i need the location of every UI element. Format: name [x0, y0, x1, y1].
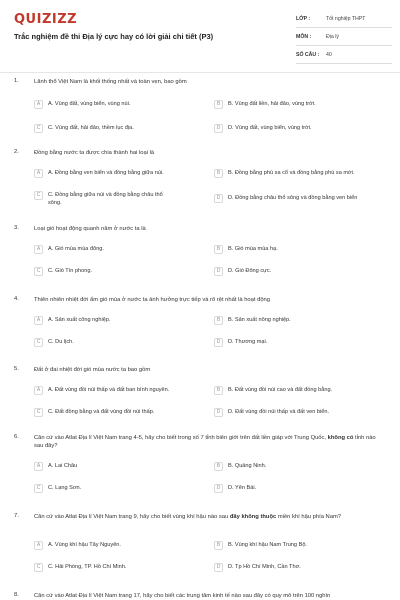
question-number: 8.	[14, 592, 19, 598]
question-number: 6.	[14, 434, 19, 440]
question-number: 5.	[14, 366, 19, 372]
question-text	[34, 434, 384, 450]
option-text: A. Vùng đất, vùng biển, vùng núi.	[48, 101, 131, 107]
option-c[interactable]	[34, 124, 189, 133]
option-text: A. Gió mùa mùa đông.	[48, 246, 104, 252]
option-letter-box: B	[214, 462, 223, 471]
option-letter-box: C	[34, 484, 43, 493]
option-b[interactable]	[214, 100, 389, 109]
question-text: Đất ở đai nhiệt đới gió mùa nước ta bao gồm	[34, 367, 151, 373]
option-c[interactable]	[34, 338, 189, 347]
header-divider	[0, 72, 400, 73]
meta-row-count	[296, 46, 392, 64]
option-letter-box: D	[214, 408, 223, 417]
option-text: C. Hải Phòng, TP. Hồ Chí Minh.	[48, 564, 127, 570]
question-text-part: tỉnh nào sau đây?	[34, 435, 376, 449]
option-letter-box: B	[214, 169, 223, 178]
option-letter-box: D	[214, 563, 223, 572]
option-b[interactable]	[214, 462, 389, 471]
option-d[interactable]	[214, 408, 389, 417]
question-text: Căn cứ vào Atlat Địa lí Việt Nam trang 17, hãy cho biết các trung tâm kinh tế nào sau đây có quy mô trên 100 nghìn	[34, 593, 331, 599]
question-text: Đồng bằng nước ta được chia thành hai loại là	[34, 150, 155, 156]
option-letter-box: A	[34, 245, 43, 254]
document-header	[0, 0, 400, 72]
question-text: Loại gió hoạt động quanh năm ở nước ta là	[34, 226, 146, 232]
quizizz-logo: QUIZIZZ	[14, 12, 78, 27]
option-text: B. Đất vùng đồi núi cao và đất đồng bằng.	[228, 387, 333, 393]
option-text: B. Quảng Ninh.	[228, 463, 267, 469]
option-letter-box: A	[34, 541, 43, 550]
option-text: A. Lai Châu	[48, 463, 78, 469]
option-letter-box: D	[214, 484, 223, 493]
meta-table	[296, 10, 392, 64]
option-letter-box: C	[34, 338, 43, 347]
meta-label: MÔN :	[296, 33, 312, 40]
option-text: C. Du lịch.	[48, 339, 74, 345]
option-letter-box: B	[214, 245, 223, 254]
option-text: B. Vùng đất liền, hải đảo, vùng trời.	[228, 101, 316, 107]
option-d[interactable]	[214, 194, 394, 203]
option-a[interactable]	[34, 169, 194, 178]
option-a[interactable]	[34, 245, 189, 254]
option-b[interactable]	[214, 169, 392, 178]
document-title: Trắc nghiệm đề thi Địa lý cực hay có lời giải chi tiết (P3)	[14, 32, 214, 41]
option-letter-box: D	[214, 194, 223, 203]
question-text	[34, 513, 384, 521]
option-letter-box: C	[34, 267, 43, 276]
option-text: C. Vùng đất, hải đảo, thềm lục địa.	[48, 125, 134, 131]
question-number: 4.	[14, 296, 19, 302]
option-text: B. Gió mùa mùa hạ.	[228, 246, 278, 252]
question-text-part: Căn cứ vào Atlat Địa lí Việt Nam trang 4-5, hãy cho biết trong số 7 tỉnh biên giới trên đất liền giáp với Trung Quốc,	[34, 435, 328, 441]
meta-label: SỐ CÂU :	[296, 51, 320, 58]
question-text: Lãnh thổ Việt Nam là khối thống nhất và toàn vẹn, bao gồm	[34, 79, 187, 85]
option-a[interactable]	[34, 100, 189, 109]
option-letter-box: C	[34, 191, 43, 200]
meta-row-subject	[296, 28, 392, 46]
question-number: 2.	[14, 149, 19, 155]
option-text: A. Đất vùng đồi núi thấp và đất ban bình nguyên.	[48, 387, 170, 393]
option-d[interactable]	[214, 338, 389, 347]
meta-label: LỚP :	[296, 15, 311, 22]
option-c[interactable]	[34, 191, 169, 207]
option-letter-box: C	[34, 124, 43, 133]
option-letter-box: B	[214, 386, 223, 395]
option-a[interactable]	[34, 316, 189, 325]
option-b[interactable]	[214, 245, 389, 254]
option-text: C. Đồng bằng giữa núi và đồng bằng châu thổ sông.	[48, 192, 163, 206]
option-a[interactable]	[34, 541, 189, 550]
option-a[interactable]	[34, 386, 209, 395]
question-text: Thiên nhiên nhiệt đới ẩm gió mùa ở nước ta ảnh hưởng trực tiếp và rõ rệt nhất là hoạt động	[34, 297, 270, 303]
option-letter-box: A	[34, 169, 43, 178]
meta-value: Địa lý	[326, 33, 339, 40]
option-c[interactable]	[34, 267, 189, 276]
option-c[interactable]	[34, 408, 209, 417]
option-a[interactable]	[34, 462, 189, 471]
question-number: 7.	[14, 513, 19, 519]
option-text: D. Tp Hồ Chí Minh, Cần Thơ.	[228, 564, 301, 570]
meta-value: 40	[326, 51, 332, 58]
option-letter-box: B	[214, 100, 223, 109]
option-letter-box: A	[34, 462, 43, 471]
option-text: A. Đồng bằng ven biển và đồng bằng giữa núi.	[48, 170, 164, 176]
option-text: A. Vùng khí hậu Tây Nguyên.	[48, 542, 121, 548]
question-text-part: Căn cứ vào Atlat Địa lí Việt Nam trang 9, hãy cho biết vùng khí hậu nào sau	[34, 514, 230, 520]
option-text: B. Sản xuất nông nghiệp.	[228, 317, 291, 323]
option-c[interactable]	[34, 563, 189, 572]
option-text: D. Vùng đất, vùng biển, vùng trời.	[228, 125, 312, 131]
option-d[interactable]	[214, 563, 389, 572]
option-letter-box: B	[214, 316, 223, 325]
option-text: D. Đồng bằng châu thổ sông và đồng bằng ven biển	[228, 195, 358, 201]
option-text: B. Vùng khí hậu Nam Trung Bộ.	[228, 542, 307, 548]
option-letter-box: D	[214, 267, 223, 276]
option-letter-box: D	[214, 338, 223, 347]
option-b[interactable]	[214, 316, 389, 325]
option-letter-box: B	[214, 541, 223, 550]
option-letter-box: A	[34, 386, 43, 395]
option-text: D. Thương mại.	[228, 339, 268, 345]
option-text: C. Lạng Sơn.	[48, 485, 82, 491]
question-emphasis: đây không thuộc	[229, 514, 277, 520]
question-emphasis: không có	[327, 435, 354, 441]
option-text: D. Yên Bái.	[228, 485, 257, 491]
meta-row-class	[296, 10, 392, 28]
option-text: D. Đất vùng đồi núi thấp và đất ven biển.	[228, 409, 330, 415]
option-letter-box: C	[34, 408, 43, 417]
option-letter-box: A	[34, 100, 43, 109]
option-c[interactable]	[34, 484, 189, 493]
option-letter-box: A	[34, 316, 43, 325]
option-letter-box: C	[34, 563, 43, 572]
option-b[interactable]	[214, 541, 389, 550]
question-number: 3.	[14, 225, 19, 231]
option-text: A. Sản xuất công nghiệp.	[48, 317, 111, 323]
option-d[interactable]	[214, 484, 389, 493]
meta-value: Tốt nghiệp THPT	[326, 15, 366, 22]
option-b[interactable]	[214, 386, 389, 395]
option-d[interactable]	[214, 267, 389, 276]
question-text-part: miền khí hậu phía Nam?	[276, 514, 342, 520]
option-text: C. Đất đồng bằng và đất vùng đồi núi thấp.	[48, 409, 155, 415]
option-letter-box: D	[214, 124, 223, 133]
option-d[interactable]	[214, 124, 389, 133]
option-text: D. Gió Đông cực.	[228, 268, 272, 274]
question-number: 1.	[14, 78, 19, 84]
option-text: C. Gió Tín phong.	[48, 268, 93, 274]
option-text: B. Đồng bằng phù sa cổ và đồng bằng phù sa mới.	[228, 170, 355, 176]
